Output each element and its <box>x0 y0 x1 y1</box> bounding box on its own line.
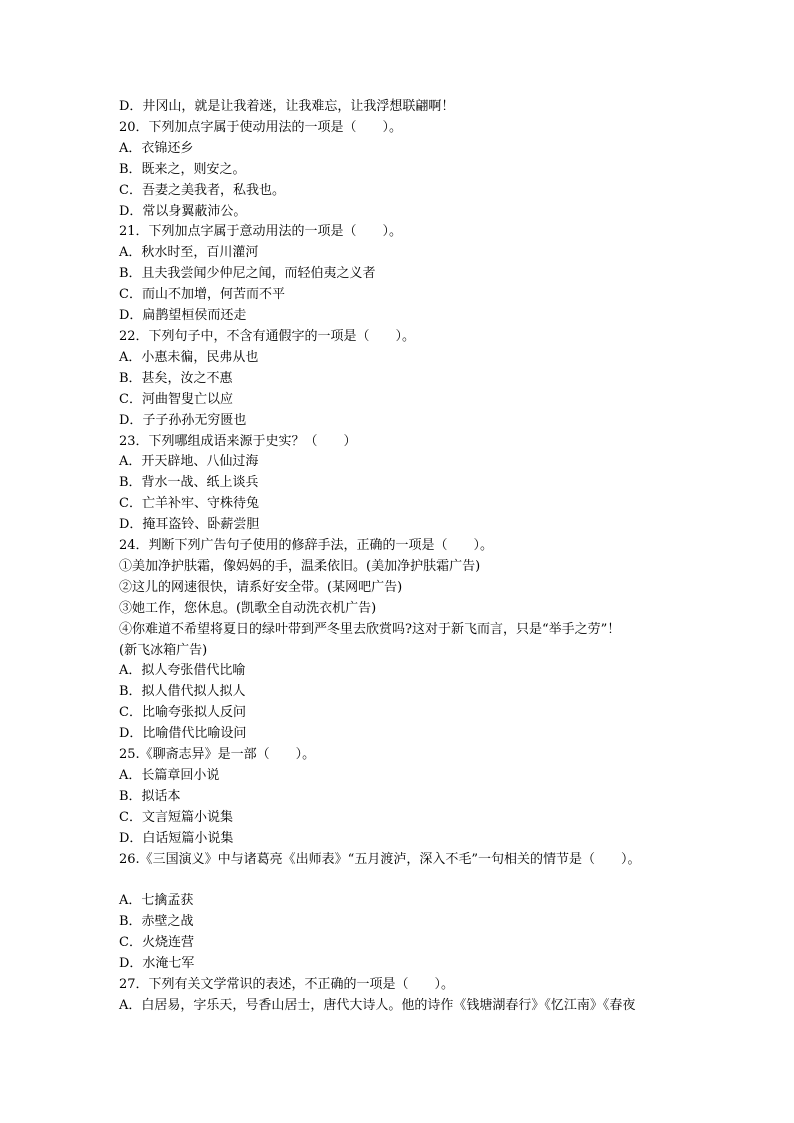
ad-sentence-continued: (新飞冰箱广告) <box>119 642 208 658</box>
ad-sentence: ②这儿的网速很快，请系好安全带。(某网吧广告) <box>119 579 403 595</box>
ad-sentence: ①美加净护肤霜，像妈妈的手，温柔依旧。(美加净护肤霜广告) <box>119 558 481 574</box>
question-24-stem: 24．判断下列广告句子使用的修辞手法，正确的一项是（ ）。 <box>119 538 494 554</box>
option-line: D．水淹七军 <box>119 956 195 972</box>
option-line: D．白话短篇小说集 <box>119 830 234 846</box>
option-line: C．火烧连营 <box>119 935 194 951</box>
question-23-stem: 23．下列哪组成语来源于史实？（ ） <box>119 433 357 449</box>
question-20-stem: 20．下列加点字属于使动用法的一项是（ ）。 <box>119 119 403 135</box>
option-line: D．常以身翼蔽沛公。 <box>119 203 247 219</box>
option-line: C．比喻夸张拟人反问 <box>119 705 246 721</box>
option-line: A．开天辟地、八仙过海 <box>119 454 259 470</box>
option-line: B．拟话本 <box>119 788 181 804</box>
option-line: D．扁鹊望桓侯而还走 <box>119 308 247 324</box>
option-line: B．赤壁之战 <box>119 914 194 930</box>
option-line: A．衣锦还乡 <box>119 140 194 156</box>
option-line: B．背水一战、纸上谈兵 <box>119 475 259 491</box>
option-line: D．比喻借代比喻设问 <box>119 726 247 742</box>
question-26-stem: 26.《三国演义》中与诸葛亮《出师表》“五月渡泸，深入不毛”一句相关的情节是（ ）。 <box>119 851 641 867</box>
option-line: B．既来之，则安之。 <box>119 161 246 177</box>
question-25-stem: 25.《聊斋志异》是一部（ ）。 <box>119 747 316 763</box>
option-line: A．七擒孟获 <box>119 893 194 909</box>
option-line: B．拟人借代拟人拟人 <box>119 684 246 700</box>
ad-sentence: ③她工作，您休息。(凯歌全自动洗衣机广告) <box>119 600 377 616</box>
question-27-stem: 27．下列有关文学常识的表述，不正确的一项是（ ）。 <box>119 977 455 993</box>
option-line: A．白居易，字乐天，号香山居士，唐代大诗人。他的诗作《钱塘湖春行》《忆江南》《春夜 <box>119 997 636 1013</box>
option-line: C．亡羊补牢、守株待兔 <box>119 496 259 512</box>
option-line: C．而山不加增，何苦而不平 <box>119 287 285 303</box>
option-line: A．拟人夸张借代比喻 <box>119 663 246 679</box>
option-line: D．子子孙孙无穷匮也 <box>119 412 247 428</box>
text-line: D．井冈山，就是让我着迷，让我难忘，让我浮想联翩啊！ <box>119 99 455 114</box>
question-21-stem: 21．下列加点字属于意动用法的一项是（ ）。 <box>119 224 403 240</box>
document-page <box>119 97 679 1017</box>
option-line: B．甚矣，汝之不惠 <box>119 370 233 386</box>
option-line: C．吾妻之美我者，私我也。 <box>119 182 285 198</box>
option-line: C．河曲智叟亡以应 <box>119 391 233 407</box>
option-line: A．秋水时至，百川灌河 <box>119 245 259 261</box>
blank-line <box>119 871 679 892</box>
option-line: C．文言短篇小说集 <box>119 809 233 825</box>
option-line: A．小惠未徧，民弗从也 <box>119 349 259 365</box>
question-22-stem: 22．下列句子中，不含有通假字的一项是（ ）。 <box>119 328 416 344</box>
ad-sentence: ④你难道不希望将夏日的绿叶带到严冬里去欣赏吗?这对于新飞而言，只是“举手之劳”！ <box>119 621 621 637</box>
option-line: A．长篇章回小说 <box>119 768 220 783</box>
option-line: B．且夫我尝闻少仲尼之闻，而轻伯夷之义者 <box>119 266 376 282</box>
option-line: D．掩耳盗铃、卧薪尝胆 <box>119 517 260 533</box>
